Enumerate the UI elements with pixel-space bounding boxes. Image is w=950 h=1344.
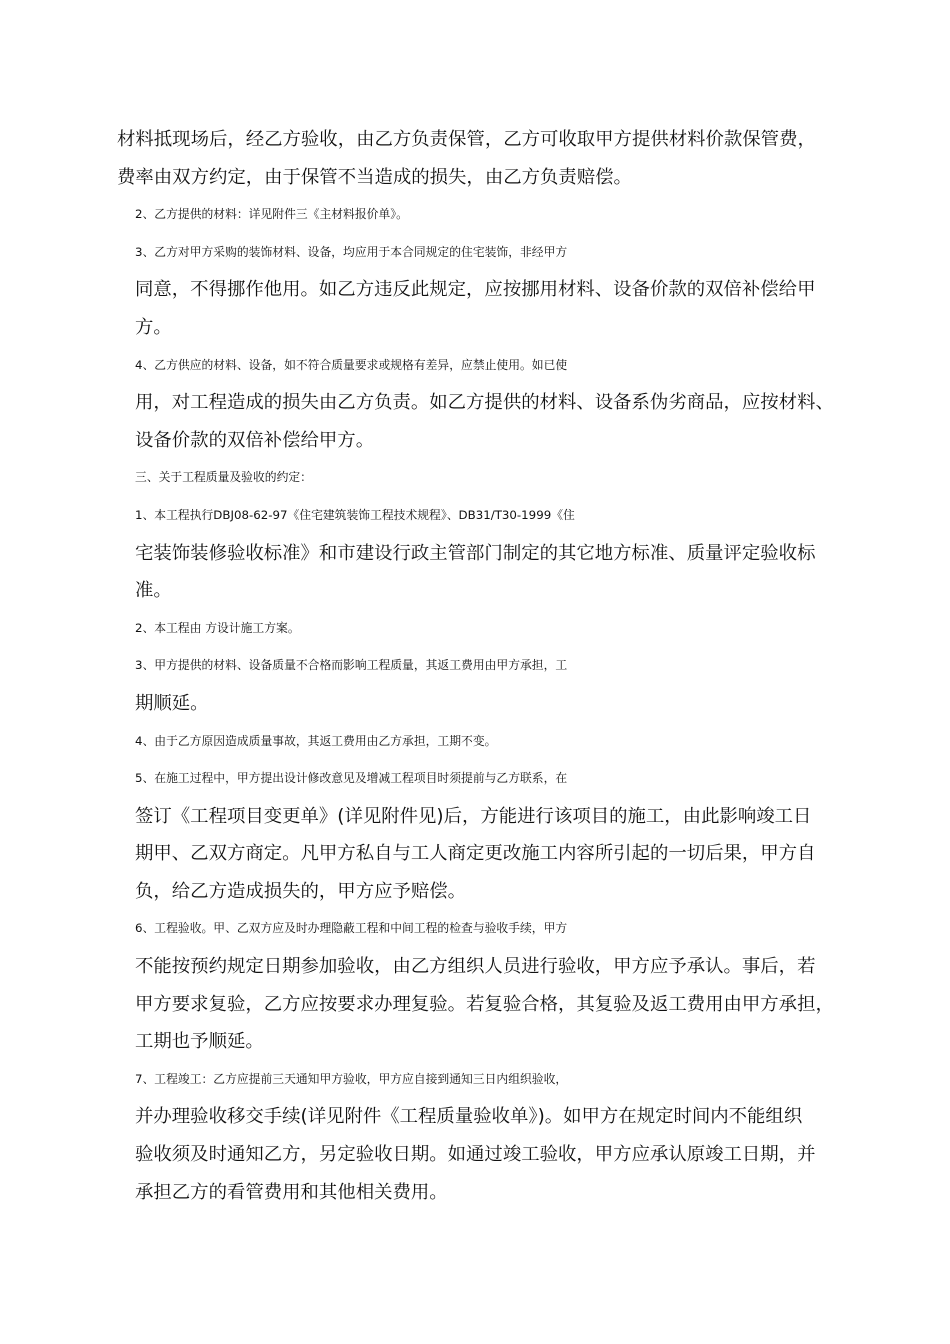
text-line: 工期也予顺延。 [135, 1031, 264, 1053]
text-line: 7、工程竣工：乙方应提前三天通知甲方验收，甲方应自接到通知三日内组织验收， [135, 1071, 568, 1086]
text-line: 费率由双方约定，由于保管不当造成的损失，由乙方负责赔偿。 [117, 166, 632, 188]
paragraph [117, 647, 841, 722]
text-line: 并办理验收移交手续(详见附件《工程质量验收单》)。如甲方在规定时间内不能组织 [135, 1106, 803, 1128]
text-line: 同意，不得挪作他用。如乙方违反此规定，应按挪用材料、设备价款的双倍补偿给甲 [135, 279, 816, 301]
paragraph [117, 459, 841, 497]
text-line: 期甲、乙双方商定。凡甲方私自与工人商定更改施工内容所引起的一切后果，甲方自 [135, 843, 816, 865]
text-line: 期顺延。 [135, 692, 209, 714]
text-line: 准。 [135, 580, 172, 602]
text-line: 方。 [135, 316, 172, 338]
text-line: 1、本工程执行DBJ08-62-97《住宅建筑装饰工程技术规程》、DB31/T30-1999《住 [135, 507, 575, 522]
paragraph [117, 121, 841, 196]
paragraph [117, 1061, 841, 1211]
text-line: 6、工程验收。甲、乙双方应及时办理隐蔽工程和中间工程的检查与验收手续，甲方 [135, 921, 568, 936]
text-line: 材料抵现场后，经乙方验收，由乙方负责保管，乙方可收取甲方提供材料价款保管费， [117, 129, 816, 150]
text-line: 承担乙方的看管费用和其他相关费用。 [135, 1181, 448, 1203]
paragraph [117, 610, 841, 648]
text-line: 三、关于工程质量及验收的约定： [135, 470, 312, 485]
document-body [117, 121, 841, 1211]
paragraph [117, 196, 841, 234]
text-line: 3、甲方提供的材料、设备质量不合格而影响工程质量，其返工费用由甲方承担，工 [135, 658, 568, 673]
text-line: 宅装饰装修验收标准》和市建设行政主管部门制定的其它地方标准、质量评定验收标 [135, 542, 816, 564]
paragraph [117, 760, 841, 910]
text-line: 4、由于乙方原因造成质量事故，其返工费用由乙方承担，工期不变。 [135, 733, 497, 748]
text-line: 签订《工程项目变更单》(详见附件见)后，方能进行该项目的施工，由此影响竣工日 [135, 805, 812, 827]
text-line: 2、本工程由 方设计施工方案。 [135, 620, 300, 635]
text-line: 负，给乙方造成损失的，甲方应予赔偿。 [135, 880, 467, 902]
paragraph [117, 347, 841, 460]
text-line: 3、乙方对甲方采购的装饰材料、设备，均应用于本合同规定的住宅装饰，非经甲方 [135, 244, 568, 259]
paragraph [117, 497, 841, 610]
text-line: 4、乙方供应的材料、设备，如不符合质量要求或规格有差异，应禁止使用。如已使 [135, 357, 568, 372]
text-line: 5、在施工过程中，甲方提出设计修改意见及增减工程项目时须提前与乙方联系，在 [135, 771, 568, 786]
text-line: 验收须及时通知乙方，另定验收日期。如通过竣工验收，甲方应承认原竣工日期，并 [135, 1144, 816, 1166]
text-line: 2、乙方提供的材料：详见附件三《主材料报价单》。 [135, 207, 408, 222]
paragraph [117, 234, 841, 347]
text-line: 设备价款的双倍补偿给甲方。 [135, 429, 375, 451]
paragraph [117, 910, 841, 1060]
text-line: 不能按预约规定日期参加验收，由乙方组织人员进行验收，甲方应予承认。事后，若 [135, 956, 816, 978]
text-line: 甲方要求复验，乙方应按要求办理复验。若复验合格，其复验及返工费用由甲方承担， [135, 993, 834, 1015]
text-line: 用，对工程造成的损失由乙方负责。如乙方提供的材料、设备系伪劣商品，应按材料、 [135, 392, 834, 414]
paragraph [117, 723, 841, 761]
